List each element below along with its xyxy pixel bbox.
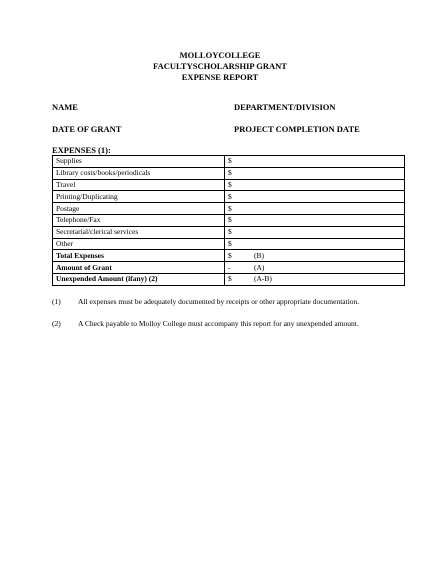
document-header [0,50,440,83]
footnote-number: (1) [52,297,61,306]
table-row [53,273,405,285]
table-row [53,203,405,215]
unexpended-amount-label: Unexpended Amount (ifany) (2) [53,273,225,285]
college-name: MOLLOYCOLLEGE [179,50,261,60]
expense-label: Telephone/Fax [53,214,225,226]
expense-amount-cell[interactable] [225,203,405,215]
table-row [53,191,405,203]
expenses-heading: EXPENSES (1): [52,145,111,155]
currency-symbol: $ [228,274,232,284]
expense-amount-cell[interactable] [225,156,405,168]
date-of-grant-label: DATE OF GRANT [52,124,122,134]
table-row [53,250,405,262]
currency-symbol: $ [228,168,232,178]
expense-label: Supplies [53,156,225,168]
table-row [53,262,405,274]
report-title: EXPENSE REPORT [181,72,259,82]
expense-label: Library costs/books/periodicals [53,167,225,179]
expense-amount-cell[interactable] [225,238,405,250]
expense-amount-cell[interactable] [225,179,405,191]
expense-amount-cell[interactable] [225,191,405,203]
name-label: NAME [52,102,78,112]
expenses-table [52,155,405,286]
currency-symbol: $ [228,238,232,248]
footnote-text: All expenses must be adequately documented by receipts or other appropriate documentation. [78,297,360,306]
grant-title: FACULTYSCHOLARSHIP GRANT [153,61,287,71]
footnote-number: (2) [52,319,61,328]
minus-symbol: - [228,262,231,272]
table-row [53,226,405,238]
expense-amount-cell[interactable] [225,214,405,226]
currency-symbol: $ [228,191,232,201]
project-completion-label: PROJECT COMPLETION DATE [234,124,360,134]
expense-label: Secretarial/clerical services [53,226,225,238]
currency-symbol: $ [228,227,232,237]
unexpended-amount-cell[interactable] [225,273,405,285]
expense-label: Printing/Duplicating [53,191,225,203]
table-row [53,214,405,226]
expense-label: Postage [53,203,225,215]
table-row [53,238,405,250]
total-expenses-label: Total Expenses [53,250,225,262]
expense-label: Travel [53,179,225,191]
currency-symbol: $ [228,215,232,225]
currency-symbol: $ [228,179,232,189]
expense-label: Other [53,238,225,250]
expense-amount-cell[interactable] [225,167,405,179]
currency-symbol: $ [228,250,232,260]
currency-symbol: $ [228,203,232,213]
department-label: DEPARTMENT/DIVISION [234,102,336,112]
amount-of-grant-label: Amount of Grant [53,262,225,274]
amount-note: (A) [254,262,265,272]
table-row [53,167,405,179]
amount-note: (A-B) [254,274,272,284]
footnote-text: A Check payable to Molloy College must accompany this report for any unexpended amount. [78,319,359,328]
table-row [53,179,405,191]
expense-amount-cell[interactable] [225,226,405,238]
currency-symbol: $ [228,156,232,166]
amount-note: (B) [254,250,264,260]
table-row [53,156,405,168]
amount-of-grant-cell[interactable] [225,262,405,274]
total-expenses-cell[interactable] [225,250,405,262]
